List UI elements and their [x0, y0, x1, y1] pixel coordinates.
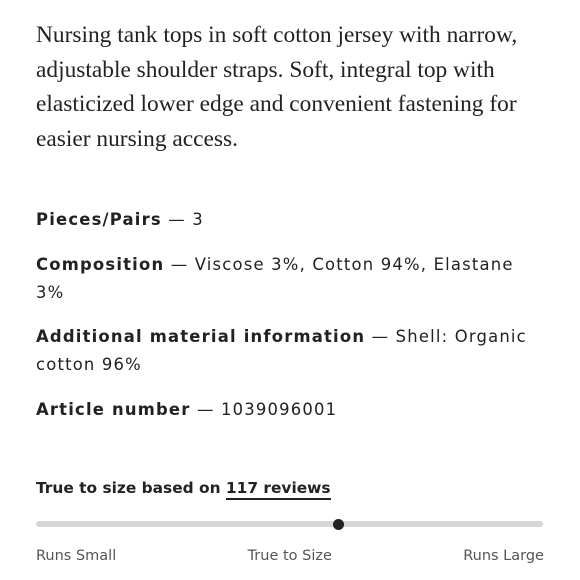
product-details [36, 206, 536, 440]
detail-pieces [36, 206, 536, 234]
detail-value: Viscose 3%, Cotton 94%, Elastane 3% [36, 254, 514, 302]
fit-scale-marker [333, 519, 344, 530]
detail-value: 3 [192, 210, 204, 229]
detail-label: Article number [36, 399, 191, 419]
detail-label: Composition [36, 254, 165, 274]
scale-label-runs-large: Runs Large [463, 548, 544, 564]
scale-label-runs-small: Runs Small [36, 548, 117, 564]
detail-separator: — [190, 399, 221, 419]
size-fit-section [36, 474, 544, 564]
scale-label-true-to-size: True to Size [247, 548, 332, 564]
detail-composition [36, 251, 536, 307]
detail-article-number [36, 396, 536, 424]
detail-separator: — [365, 327, 396, 346]
detail-separator: — [164, 254, 195, 274]
detail-label: Additional material information [36, 327, 366, 346]
fit-scale-track [36, 521, 543, 527]
size-fit-title-text: True to size based on [36, 479, 226, 497]
detail-separator: — [161, 210, 193, 229]
fit-scale-labels [36, 546, 544, 566]
reviews-link[interactable]: 117 reviews [226, 479, 331, 500]
product-description: Nursing tank tops in soft cotton jersey with narrow, adjustable shoulder straps. Soft, integral top with elasticized lower edge and convenient fastening for easier nursing access. [36, 22, 518, 152]
size-fit-title [36, 474, 544, 502]
detail-value: Shell: Organic cotton 96% [36, 327, 527, 374]
detail-value: 1039096001 [220, 399, 338, 419]
detail-additional-material [36, 323, 536, 379]
detail-label: Pieces/Pairs [36, 210, 162, 229]
